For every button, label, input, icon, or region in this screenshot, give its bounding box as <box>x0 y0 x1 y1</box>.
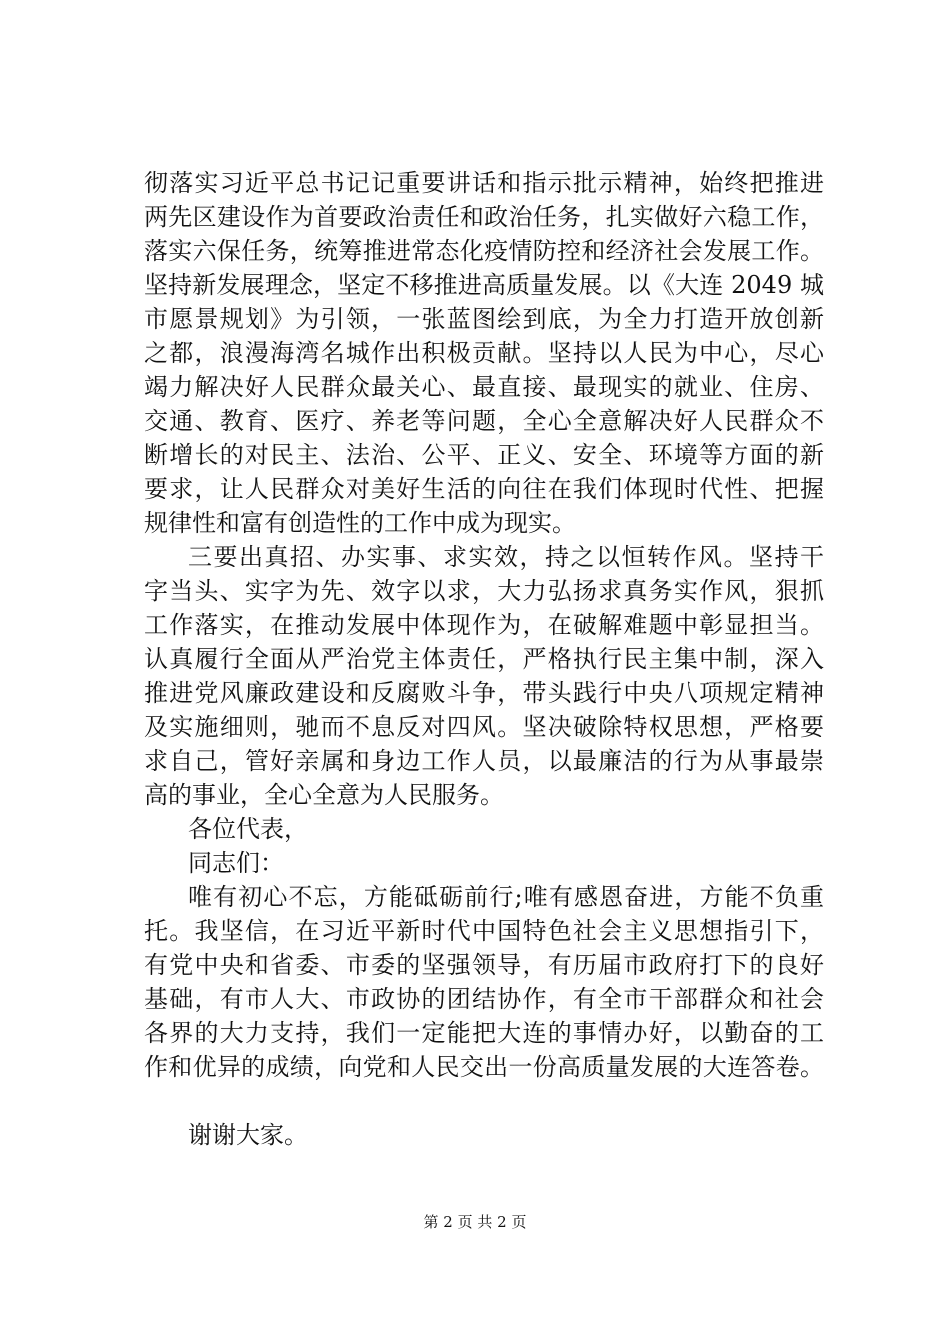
text-line: 谢谢大家。 <box>188 1121 308 1149</box>
text-line: 三要出真招、办实事、求实效，持之以恒转作风。坚持干 <box>188 543 824 571</box>
text-line: 及实施细则，驰而不息反对四风。坚决破除特权思想，严格要 <box>144 713 824 741</box>
text-line: 唯有初心不忘，方能砥砺前行;唯有感恩奋进，方能不负重 <box>188 883 824 911</box>
text-line: 规律性和富有创造性的工作中成为现实。 <box>144 509 576 537</box>
text-line: 交通、教育、医疗、养老等问题，全心全意解决好人民群众不 <box>144 407 824 435</box>
text-line: 竭力解决好人民群众最关心、最直接、最现实的就业、住房、 <box>144 373 824 401</box>
text-line: 各界的大力支持，我们一定能把大连的事情办好，以勤奋的工 <box>144 1019 824 1047</box>
text-line: 之都，浪漫海湾名城作出积极贡献。坚持以人民为中心，尽心 <box>144 339 824 367</box>
text-line: 两先区建设作为首要政治责任和政治任务，扎实做好六稳工作， <box>144 203 824 231</box>
text-line: 各位代表， <box>188 815 308 843</box>
salutation <box>144 846 824 880</box>
paragraph <box>144 880 824 1084</box>
paragraph <box>144 166 824 540</box>
page-footer <box>0 1212 950 1232</box>
text-line: 落实六保任务，统筹推进常态化疫情防控和经济社会发展工作。 <box>144 237 824 265</box>
page-number-label: 第 2 页 共 2 页 <box>423 1213 527 1231</box>
text-line: 工作落实，在推动发展中体现作为，在破解难题中彰显担当。 <box>144 611 824 639</box>
text-line: 要求，让人民群众对美好生活的向往在我们体现时代性、把握 <box>144 475 824 503</box>
blank-line <box>144 1084 824 1118</box>
paragraph <box>144 540 824 812</box>
closing <box>144 1118 824 1152</box>
text-line: 字当头、实字为先、效字以求，大力弘扬求真务实作风，狠抓 <box>144 577 824 605</box>
text-line: 推进党风廉政建设和反腐败斗争，带头践行中央八项规定精神 <box>144 679 824 707</box>
text-line: 求自己，管好亲属和身边工作人员，以最廉洁的行为从事最崇 <box>144 747 824 775</box>
text-line: 彻落实习近平总书记记重要讲话和指示批示精神，始终把推进 <box>144 169 824 197</box>
text-line: 坚持新发展理念，坚定不移推进高质量发展。以《大连 2049 城 <box>144 271 824 299</box>
text-line: 高的事业，全心全意为人民服务。 <box>144 781 504 809</box>
text-line: 同志们： <box>188 849 284 877</box>
text-line: 基础，有市人大、市政协的团结协作，有全市干部群众和社会 <box>144 985 824 1013</box>
text-line: 作和优异的成绩，向党和人民交出一份高质量发展的大连答卷。 <box>144 1053 824 1081</box>
text-line: 认真履行全面从严治党主体责任，严格执行民主集中制，深入 <box>144 645 824 673</box>
text-line: 托。我坚信，在习近平新时代中国特色社会主义思想指引下， <box>144 917 824 945</box>
text-line: 市愿景规划》为引领，一张蓝图绘到底，为全力打造开放创新 <box>144 305 824 333</box>
document-body <box>144 166 824 1152</box>
text-line: 有党中央和省委、市委的坚强领导，有历届市政府打下的良好 <box>144 951 824 979</box>
salutation <box>144 812 824 846</box>
text-line: 断增长的对民主、法治、公平、正义、安全、环境等方面的新 <box>144 441 824 469</box>
